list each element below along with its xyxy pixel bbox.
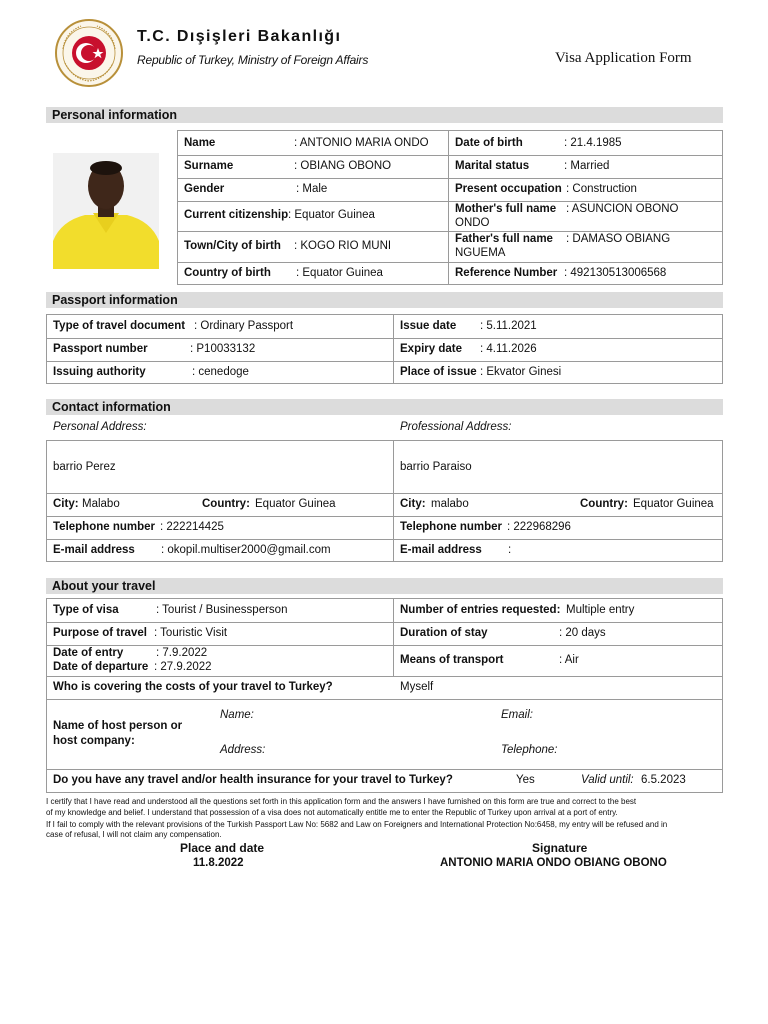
name-label: Name [184, 137, 216, 149]
issuing-authority-label: Issuing authority [53, 366, 146, 378]
town-of-birth-label: Town/City of birth [184, 240, 281, 252]
professional-city-label: City: [400, 498, 426, 510]
insurance-answer: Yes [516, 774, 535, 786]
form-title: Visa Application Form [555, 50, 692, 66]
insurance-question: Do you have any travel and/or health insurance for your travel to Turkey? [53, 774, 453, 786]
gender-label: Gender [184, 183, 225, 195]
travel-info-table [46, 598, 723, 793]
applicant-photo [53, 153, 159, 269]
personal-country-value: Equator Guinea [255, 498, 336, 510]
host-email-label: Email: [501, 709, 533, 721]
declaration-line-3: If I fail to comply with the relevant provisions of the Turkish Passport Law No: 5682 and Law on Foreigners and International Protection No:6458, my entry will be refused and in [46, 820, 668, 829]
purpose-label: Purpose of travel [53, 627, 147, 639]
issuing-authority-value: : cenedoge [192, 366, 249, 378]
personal-phone-value: : 222214425 [160, 521, 224, 533]
occupation-value: : Construction [566, 183, 637, 195]
entries-value: Multiple entry [566, 604, 635, 616]
professional-phone-label: Telephone number [400, 521, 503, 533]
visa-type-label: Type of visa [53, 604, 119, 616]
expiry-date-label: Expiry date [400, 343, 462, 355]
issue-date-label: Issue date [400, 320, 457, 332]
mother-name-label: Mother's full name [455, 203, 557, 215]
passport-info-table [46, 314, 723, 384]
duration-label: Duration of stay [400, 627, 488, 639]
mother-name-value: : ASUNCION OBONO [566, 203, 679, 215]
professional-country-value: Equator Guinea [633, 498, 714, 510]
place-of-issue-label: Place of issue [400, 366, 477, 378]
signature-value: ANTONIO MARIA ONDO OBIANG OBONO [440, 857, 667, 869]
org-title: T.C. Dışişleri Bakanlığı [137, 28, 342, 45]
passport-number-label: Passport number [53, 343, 148, 355]
entries-label: Number of entries requested: [400, 604, 561, 616]
personal-phone-label: Telephone number [53, 521, 156, 533]
professional-city-value: malabo [431, 498, 469, 510]
section-passport-info: Passport information [46, 292, 723, 308]
gender-value: : Male [296, 183, 328, 195]
surname-value: : OBIANG OBONO [294, 160, 392, 172]
entry-date-label: Date of entry [53, 647, 124, 659]
dob-value: : 21.4.1985 [564, 137, 622, 149]
declaration-line-2: of my knowledge and belief. I understand that possession of a visa does not automatically entitle me to enter the Republic of Turkey upon arrival at a port of entry. [46, 808, 618, 817]
transport-value: : Air [559, 654, 579, 666]
section-contact-info: Contact information [46, 399, 723, 415]
departure-date-value: : 27.9.2022 [154, 661, 212, 673]
ministry-seal-logo [53, 19, 125, 87]
costs-question: Who is covering the costs of your travel to Turkey? [53, 681, 333, 693]
section-personal-info: Personal information [46, 107, 723, 123]
expiry-date-value: : 4.11.2026 [480, 343, 537, 355]
host-address-label: Address: [220, 744, 266, 756]
father-name-value: : DAMASO OBIANG [566, 233, 671, 245]
professional-email-label: E-mail address [400, 544, 482, 556]
reference-number-label: Reference Number [455, 267, 558, 279]
personal-info-table [177, 130, 723, 285]
professional-phone-value: : 222968296 [507, 521, 571, 533]
reference-number-value: : 492130513006568 [564, 267, 667, 279]
personal-address-value: barrio Perez [53, 461, 116, 473]
departure-date-label: Date of departure [53, 661, 149, 673]
org-subtitle: Republic of Turkey, Ministry of Foreign Affairs [137, 53, 369, 67]
professional-address-value: barrio Paraiso [400, 461, 472, 473]
personal-country-label: Country: [202, 498, 250, 510]
personal-email-label: E-mail address [53, 544, 135, 556]
citizenship-value: : Equator Guinea [288, 209, 375, 221]
issue-date-value: : 5.11.2021 [480, 320, 537, 332]
section-about-travel: About your travel [46, 578, 723, 594]
duration-value: : 20 days [559, 627, 606, 639]
marital-status-value: : Married [564, 160, 610, 172]
dob-label: Date of birth [455, 137, 523, 149]
personal-address-heading: Personal Address: [53, 421, 147, 433]
travel-document-label: Type of travel document [53, 320, 186, 332]
contact-info-table [46, 440, 723, 562]
insurance-valid-until-label: Valid until: [581, 774, 634, 786]
host-label-cont: host company: [53, 735, 135, 747]
transport-label: Means of transport [400, 654, 504, 666]
insurance-valid-until-value: 6.5.2023 [641, 774, 686, 786]
passport-number-value: : P10033132 [190, 343, 256, 355]
professional-address-heading: Professional Address: [400, 421, 512, 433]
host-label: Name of host person or [53, 720, 183, 732]
signature-label: Signature [532, 841, 588, 855]
country-of-birth-label: Country of birth [184, 267, 271, 279]
marital-status-label: Marital status [455, 160, 530, 172]
professional-email-value: : [508, 544, 512, 556]
occupation-label: Present occupation [455, 183, 562, 195]
country-of-birth-value: : Equator Guinea [296, 267, 383, 279]
personal-city-value: Malabo [82, 498, 120, 510]
father-name-label: Father's full name [455, 233, 553, 245]
place-and-date-value: 11.8.2022 [193, 857, 244, 869]
surname-label: Surname [184, 160, 234, 172]
costs-answer: Myself [400, 681, 434, 693]
host-name-label: Name: [220, 709, 254, 721]
declaration-line-4: case of refusal, I will not claim any compensation. [46, 830, 222, 839]
host-phone-label: Telephone: [501, 744, 558, 756]
town-of-birth-value: : KOGO RIO MUNI [294, 240, 392, 252]
professional-country-label: Country: [580, 498, 628, 510]
name-value: : ANTONIO MARIA ONDO [294, 137, 429, 149]
place-of-issue-value: : Ekvator Ginesi [480, 366, 562, 378]
travel-document-value: : Ordinary Passport [194, 320, 294, 332]
visa-type-value: : Tourist / Businessperson [156, 604, 288, 616]
personal-email-value: : okopil.multiser2000@gmail.com [161, 544, 331, 556]
citizenship-label: Current citizenship [184, 209, 289, 221]
entry-date-value: : 7.9.2022 [156, 647, 208, 659]
personal-city-label: City: [53, 498, 79, 510]
mother-name-value-cont: ONDO [455, 217, 490, 229]
place-and-date-label: Place and date [180, 841, 265, 855]
father-name-value-cont: NGUEMA [455, 247, 506, 259]
declaration-line-1: I certify that I have read and understood all the questions set forth in this application form and the answers I have furnished on this form are true and correct to the best [46, 797, 637, 806]
purpose-value: : Touristic Visit [154, 627, 228, 639]
